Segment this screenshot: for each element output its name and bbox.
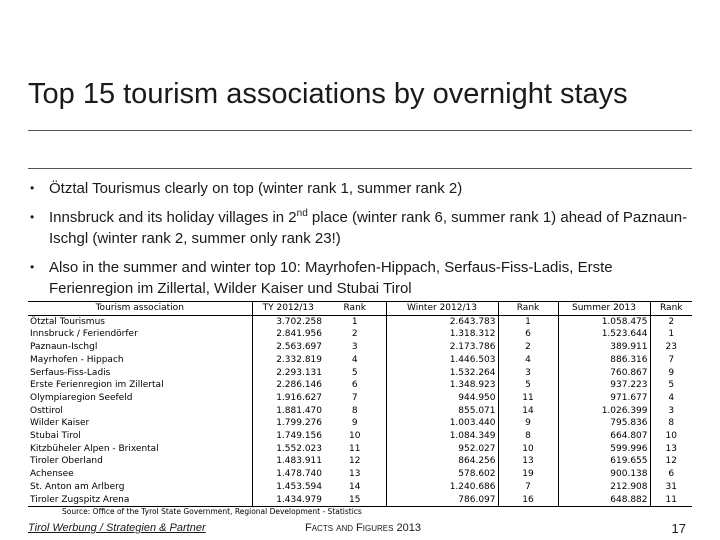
cell-rank-ty: 3 [351,342,358,353]
cell-summer: 886.316 [558,354,650,367]
footer-organization: Tirol Werbung / Strategien & Partner [28,522,206,534]
cell-ty: 2.286.146 [276,380,322,391]
cell-rank-winter: 6 [525,329,531,340]
cell-ty: 1.916.627 [276,392,322,403]
col-header-summer: Summer 2013 [558,302,650,316]
cell-rank-ty: 12 [349,456,361,467]
cell-rank-summer: 3 [668,405,675,416]
bullet-glyph: • [30,181,35,195]
cell-rank-ty: 11 [349,443,361,454]
cell-ty: 2.293.131 [276,367,322,378]
cell-rank-ty: 2 [351,329,358,340]
cell-ty: 1.799.276 [276,418,322,429]
table-row [28,494,692,507]
cell-ty: 2.563.697 [276,342,322,353]
cell-winter: 1.084.349 [386,430,498,443]
slide-title: Top 15 tourism associations by overnight stays [28,78,628,110]
cell-rank-ty: 5 [351,367,358,378]
cell-rank-summer: 11 [650,494,692,507]
table-row [28,379,692,392]
cell-rank-summer: 4 [668,392,675,403]
col-header-ty: TY 2012/13 [252,302,324,316]
cell-summer: 760.867 [558,367,650,380]
cell-summer: 937.223 [558,379,650,392]
cell-summer: 619.655 [558,455,650,468]
cell-association: Erste Ferienregion im Zillertal [28,379,252,392]
table-row [28,341,692,354]
table-body [28,315,692,507]
cell-winter: 952.027 [386,443,498,456]
title-divider-bottom [28,168,692,169]
cell-ty: 2.332.819 [276,354,322,365]
table-row [28,405,692,418]
cell-rank-winter: 7 [525,481,531,492]
col-header-winter: Winter 2012/13 [386,302,498,316]
bullet-glyph: • [30,260,35,274]
bullet-item: • Innsbruck and its holiday villages in 2nd place (winter rank 6, summer rank 1) ahead of Paznaun-Ischgl (winter rank 2, summer only rank 23!) [30,208,688,247]
cell-association: Ötztal Tourismus [28,315,252,328]
cell-rank-winter: 3 [525,367,531,378]
cell-summer: 900.138 [558,468,650,481]
cell-winter: 2.173.786 [386,341,498,354]
cell-summer: 1.523.644 [558,328,650,341]
cell-winter: 1.446.503 [386,354,498,367]
cell-rank-winter: 10 [522,443,534,454]
cell-rank-winter: 19 [522,469,534,480]
cell-association: Tiroler Oberland [28,455,252,468]
cell-rank-summer: 8 [668,418,675,429]
cell-winter: 1.348.923 [386,379,498,392]
cell-winter: 944.950 [386,392,498,405]
footer-document-title: Facts and Figures 2013 [305,522,421,534]
cell-ty: 3.702.258 [252,315,324,328]
cell-summer: 599.996 [558,443,650,456]
cell-association: Kitzbüheler Alpen - Brixental [28,443,252,456]
title-divider-top [28,130,692,131]
cell-rank-ty: 6 [351,380,358,391]
cell-ty: 1.478.740 [276,469,322,480]
cell-winter: 855.071 [386,405,498,418]
cell-rank-summer: 10 [665,431,677,442]
cell-winter: 786.097 [386,494,498,507]
cell-ty: 1.881.470 [276,405,322,416]
cell-rank-summer: 1 [668,329,675,340]
cell-winter: 1.003.440 [386,417,498,430]
cell-winter: 2.643.783 [386,315,498,328]
cell-rank-summer: 23 [665,342,677,353]
cell-rank-winter: 2 [525,342,531,353]
cell-rank-summer: 12 [665,456,677,467]
cell-rank-ty: 7 [351,392,358,403]
cell-association: Achensee [28,468,252,481]
col-header-rank-ty: Rank [324,302,386,316]
col-header-rank-summer: Rank [650,302,692,316]
cell-rank-ty: 10 [349,431,361,442]
cell-rank-winter: 11 [522,392,534,403]
cell-rank-ty: 15 [324,494,386,507]
cell-summer: 648.882 [558,494,650,507]
table-row [28,417,692,430]
cell-association: St. Anton am Arlberg [28,481,252,494]
bullet-glyph: • [30,210,35,224]
cell-summer: 664.807 [558,430,650,443]
source-note: Source: Office of the Tyrol State Government, Regional Development - Statistics [62,507,362,516]
cell-association: Tiroler Zugspitz Arena [28,494,252,507]
cell-rank-summer: 2 [650,315,692,328]
cell-association: Wilder Kaiser [28,417,252,430]
cell-rank-winter: 4 [525,354,531,365]
cell-rank-ty: 1 [324,315,386,328]
table-row [28,430,692,443]
cell-ty: 1.552.023 [276,443,322,454]
cell-rank-ty: 14 [349,481,361,492]
cell-rank-winter: 9 [525,418,531,429]
cell-summer: 795.836 [558,417,650,430]
cell-ty: 1.749.156 [276,431,322,442]
cell-association: Innsbruck / Feriendörfer [28,328,252,341]
cell-rank-winter: 13 [522,456,534,467]
cell-ty: 2.841.956 [276,329,322,340]
cell-association: Mayrhofen - Hippach [28,354,252,367]
cell-rank-summer: 7 [668,354,675,365]
table-row [28,443,692,456]
cell-rank-ty: 8 [351,405,358,416]
cell-rank-ty: 13 [349,469,361,480]
table-row [28,455,692,468]
cell-summer: 971.677 [558,392,650,405]
table-row [28,354,692,367]
table-row [28,481,692,494]
cell-rank-summer: 5 [668,380,675,391]
cell-association: Stubai Tirol [28,430,252,443]
cell-association: Osttirol [28,405,252,418]
table-row [28,468,692,481]
cell-winter: 578.602 [386,468,498,481]
cell-ty: 1.434.979 [252,494,324,507]
bullet-item: • Ötztal Tourismus clearly on top (winter rank 1, summer rank 2) [30,180,463,197]
cell-summer: 1.058.475 [558,315,650,328]
table-row [28,367,692,380]
cell-rank-winter: 16 [498,494,558,507]
cell-rank-winter: 1 [498,315,558,328]
cell-ty: 1.453.594 [276,481,322,492]
cell-winter: 1.318.312 [386,328,498,341]
cell-association: Olympiaregion Seefeld [28,392,252,405]
cell-winter: 1.240.686 [386,481,498,494]
overnight-stays-table [28,301,692,507]
cell-rank-winter: 14 [522,405,534,416]
cell-rank-ty: 4 [351,354,358,365]
cell-rank-summer: 31 [665,481,677,492]
table-header-row [28,302,692,316]
cell-summer: 389.911 [558,341,650,354]
col-header-rank-winter: Rank [498,302,558,316]
cell-rank-winter: 5 [525,380,531,391]
cell-summer: 212.908 [558,481,650,494]
table-row [28,392,692,405]
cell-association: Serfaus-Fiss-Ladis [28,367,252,380]
col-header-association: Tourism association [28,302,252,316]
page-number: 17 [671,521,686,536]
cell-winter: 1.532.264 [386,367,498,380]
bullet-item: • Also in the summer and winter top 10: Mayrhofen-Hippach, Serfaus-Fiss-Ladis, Erste Ferienregion im Zillertal, Wilder Kaiser und Stubai Tirol [30,259,613,297]
table-row [28,328,692,341]
cell-ty: 1.483.911 [276,456,322,467]
bullet-list [28,178,692,307]
cell-association: Paznaun-Ischgl [28,341,252,354]
cell-rank-winter: 8 [525,431,531,442]
cell-rank-summer: 6 [668,469,675,480]
cell-winter: 864.256 [386,455,498,468]
cell-summer: 1.026.399 [558,405,650,418]
cell-rank-ty: 9 [351,418,358,429]
cell-rank-summer: 13 [665,443,677,454]
table-row [28,315,692,328]
cell-rank-summer: 9 [668,367,675,378]
